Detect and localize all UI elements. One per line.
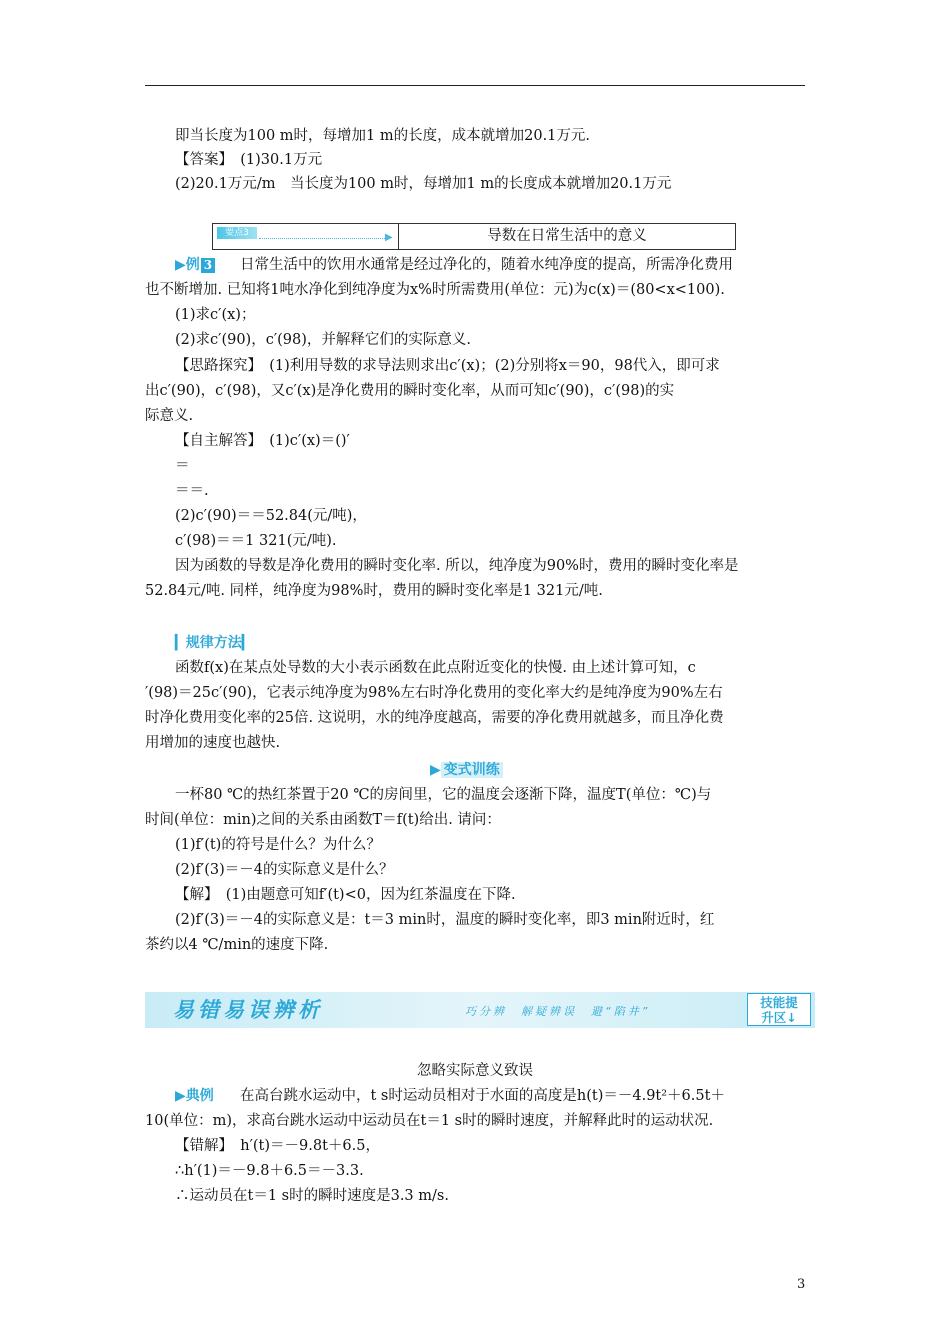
example-label: 例 (185, 257, 200, 273)
text-line: 一杯80 ℃的热红茶置于20 ℃的房间里，它的温度会逐渐下降，温度T(单位：℃)与 (175, 787, 712, 803)
section-header (212, 223, 736, 250)
variant-label (430, 759, 503, 779)
top-rule (145, 85, 805, 86)
section-tag-area (213, 224, 399, 249)
text-line: (2)20.1万元/m 当长度为100 m时，每增加1 m的长度成本就增加20.1万元 (175, 176, 672, 192)
text-line: 即当长度为100 m时，每增加1 m的长度，成本就增加20.1万元. (175, 128, 591, 144)
arrow-right-icon: ▶ (385, 232, 393, 243)
text-line: (1)求c′(x)； (175, 307, 256, 323)
example-badge (175, 255, 215, 275)
text-line: c′(98)＝＝1 321(元/吨). (175, 533, 337, 549)
banner-tag-line2: 升区↓ (761, 1010, 797, 1025)
text-line: 【自主解答】 (1)c′(x)＝()′ (175, 433, 350, 449)
banner-tag (747, 993, 811, 1026)
example-number: 3 (201, 258, 215, 273)
dotted-line (259, 238, 387, 239)
text-line: (2)c′(90)＝＝52.84(元/吨)， (175, 508, 367, 524)
typical-example-badge (175, 1086, 214, 1106)
text-line: ∴h′(1)＝－9.8＋6.5＝－3.3. (175, 1163, 364, 1179)
text-line: (2)求c′(90)，c′(98)，并解释它们的实际意义. (175, 332, 472, 348)
banner-subtitle: 巧分辨 解疑辨误 避“陷井” (465, 1005, 651, 1018)
text-line: 时间(单位：min)之间的关系由函数T＝f(t)给出. 请问： (145, 812, 501, 828)
variant-label-text: 变式训练 (441, 762, 503, 778)
play-icon: ▶ (175, 257, 186, 273)
text-line: 【解】 (1)由题意可知f′(t)<0，因为红茶温度在下降. (175, 887, 516, 903)
banner-title: 易错易误辨析 (173, 998, 323, 1022)
text-line: 茶约以4 ℃/min的速度下降. (145, 937, 329, 953)
text-line: ＝ (175, 458, 190, 474)
text-line: 也不断增加. 已知将1吨水净化到纯净度为x%时所需费用(单位：元)为c(x)＝(80<x<100). (145, 282, 725, 298)
text-line: (1)f′(t)的符号是什么？为什么？ (175, 837, 381, 853)
section-title: 导数在日常生活中的意义 (487, 228, 647, 244)
text-line: 际意义. (145, 408, 194, 424)
text-line: (2)f′(3)＝－4的实际意义是：t＝3 min时，温度的瞬时变化率，即3 min附近时，红 (175, 912, 715, 928)
text-line: 日常生活中的饮用水通常是经过净化的，随着水纯净度的提高，所需净化费用 (240, 257, 733, 273)
play-icon: ▶ (430, 762, 441, 778)
text-line: ′(98)＝25c′(90)，它表示纯净度为98%左右时净化费用的变化率大约是纯净度为90%左右 (145, 685, 723, 701)
play-icon: ▶ (175, 1088, 186, 1104)
banner-tag-line1: 技能提 (760, 995, 798, 1010)
text-line: 时净化费用变化率的25倍. 这说明，水的纯净度越高，需要的净化费用就越多，而且净化费 (145, 710, 724, 726)
text-line: ∴运动员在t＝1 s时的瞬时速度是3.3 m/s. (175, 1188, 449, 1204)
text-line: (2)f′(3)＝－4的实际意义是什么？ (175, 862, 394, 878)
error-heading: 忽略实际意义致误 (417, 1063, 533, 1079)
section-tag: 要点3 (217, 227, 257, 239)
text-line: 在高台跳水运动中，t s时运动员相对于水面的高度是h(t)＝－4.9t²＋6.5t＋ (240, 1088, 725, 1104)
section-banner (145, 992, 815, 1028)
text-line: 出c′(90)，c′(98)，又c′(x)是净化费用的瞬时变化率，从而可知c′(90)，c′(98)的实 (145, 383, 675, 399)
text-line: 用增加的速度也越快. (145, 735, 281, 751)
text-line: 【思路探究】 (1)利用导数的求导法则求出c′(x)；(2)分别将x＝90，98代入，即可求 (175, 358, 720, 374)
method-label: ▎规律方法▎ (175, 635, 253, 651)
typical-example-label: 典例 (185, 1088, 214, 1104)
text-line: 52.84元/吨. 同样，纯净度为98%时，费用的瞬时变化率是1 321元/吨. (145, 583, 603, 599)
text-line: 因为函数的导数是净化费用的瞬时变化率. 所以，纯净度为90%时，费用的瞬时变化率是 (175, 558, 739, 574)
text-line: ＝＝. (175, 483, 209, 499)
text-line: 10(单位：m)，求高台跳水运动中运动员在t＝1 s时的瞬时速度，并解释此时的运动状况. (145, 1113, 714, 1129)
answer-line: 【答案】 (1)30.1万元 (175, 152, 323, 168)
method-label-text: 规律方法 (185, 635, 242, 651)
text-line: 函数f(x)在某点处导数的大小表示函数在此点附近变化的快慢. 由上述计算可知，c (175, 660, 696, 676)
page-number: 3 (797, 1277, 806, 1292)
text-line: 【错解】 h′(t)＝－9.8t＋6.5， (175, 1138, 380, 1154)
